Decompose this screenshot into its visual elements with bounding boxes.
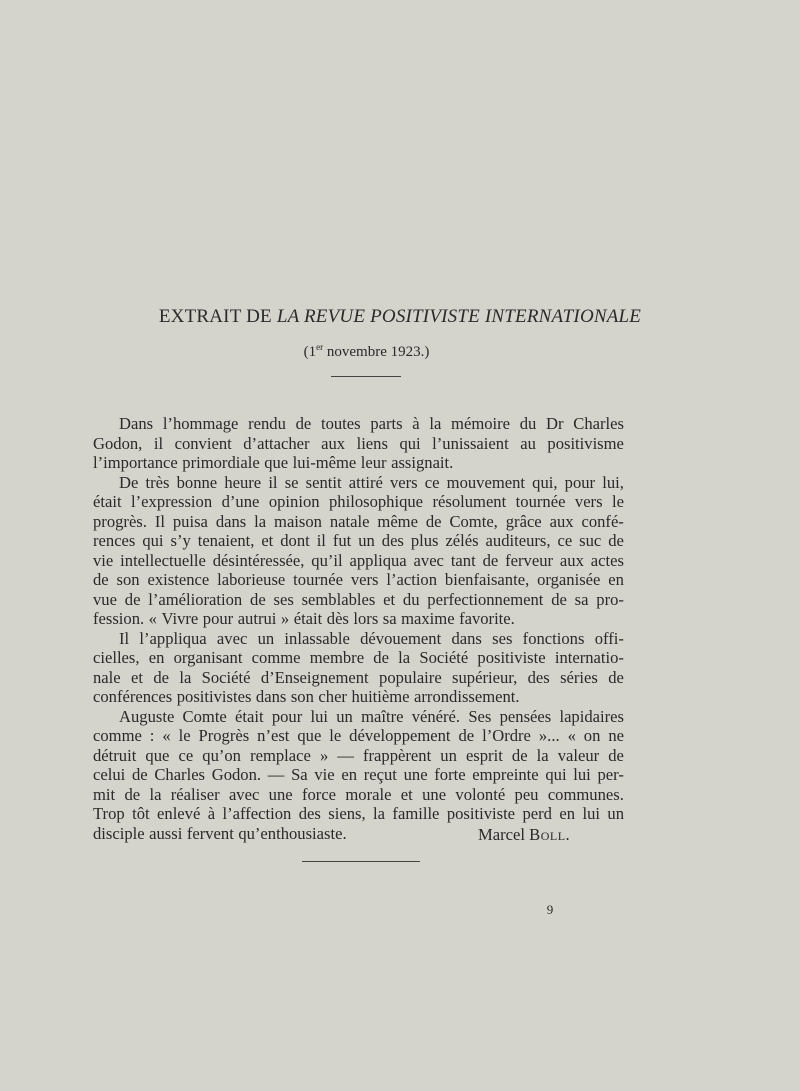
text-line: vie intellectuelle désintéressée, qu’il appliqua avec tant de ferveur aux actes [93,550,624,570]
title-prefix: EXTRAIT DE [158,306,272,327]
page-title [0,306,800,328]
article-body [93,414,624,843]
text-line: disciple aussi fervent qu’enthousiaste. [93,823,347,843]
text-line: détruit que ce qu’on remplace » — frappèrent un esprit de la valeur de [93,745,624,765]
text-line: fession. « Vivre pour autrui » était dès lors sa maxime favorite. [93,609,515,628]
text-line: nale et de la Société d’Enseignement populaire supérieur, des séries de [93,667,624,687]
title-italic: LA REVUE POSITIVISTE INTERNATIONALE [276,306,642,327]
publication-date [0,342,733,361]
date-superscript: er [316,342,324,352]
page-number: 9 [546,902,554,917]
text-line: Dans l’hommage rendu de toutes parts à la mémoire du Dr Charles [119,414,624,433]
text-line: Auguste Comte était pour lui un maître vénéré. Ses pensées lapidaires [119,706,624,726]
text-line: mit de la réaliser avec une force morale et une volonté peu communes. [93,784,624,804]
text-line: rences qui s’y tenaient, et dont il fut un des plus zélés auditeurs, ce suc de [93,531,624,550]
date-open: (1 [303,344,317,360]
text-line: conférences positivistes dans son cher huitième arrondissement. [93,687,520,706]
bottom-divider [302,861,420,862]
text-line: comme : « le Progrès n’est que le développement de l’Ordre »... « on ne [93,726,624,745]
signature [478,825,570,845]
signature-last-name: Boll. [529,825,571,844]
text-line: vue de l’amélioration de ses semblables et du perfectionnement de sa pro- [93,589,624,609]
text-line: celui de Charles Godon. — Sa vie en reçut une forte empreinte qui lui per- [93,765,624,784]
text-line: De très bonne heure il se sentit attiré vers ce mouvement qui, pour lui, [119,472,624,492]
text-line: Il l’appliqua avec un inlassable dévouement dans ses fonctions offi- [119,628,624,648]
date-rest: novembre 1923.) [323,344,430,360]
text-line: Godon, il convient d’attacher aux liens qui l’unissaient au positivisme [93,433,624,453]
text-line: était l’expression d’une opinion philosophique résolument tournée vers le [93,492,624,511]
text-line: l’importance primordiale que lui-même leur assignait. [93,453,454,472]
text-line: cielles, en organisant comme membre de la Société positiviste internatio- [93,648,624,667]
text-line: progrès. Il puisa dans la maison natale même de Comte, grâce aux confé- [93,511,624,531]
signature-first-name: Marcel [478,825,525,844]
text-line: de son existence laborieuse tournée vers l’action bienfaisante, organisée en [93,570,624,589]
top-divider [331,376,401,377]
text-line: Trop tôt enlevé à l’affection des siens, la famille positiviste perd en lui un [93,804,624,823]
